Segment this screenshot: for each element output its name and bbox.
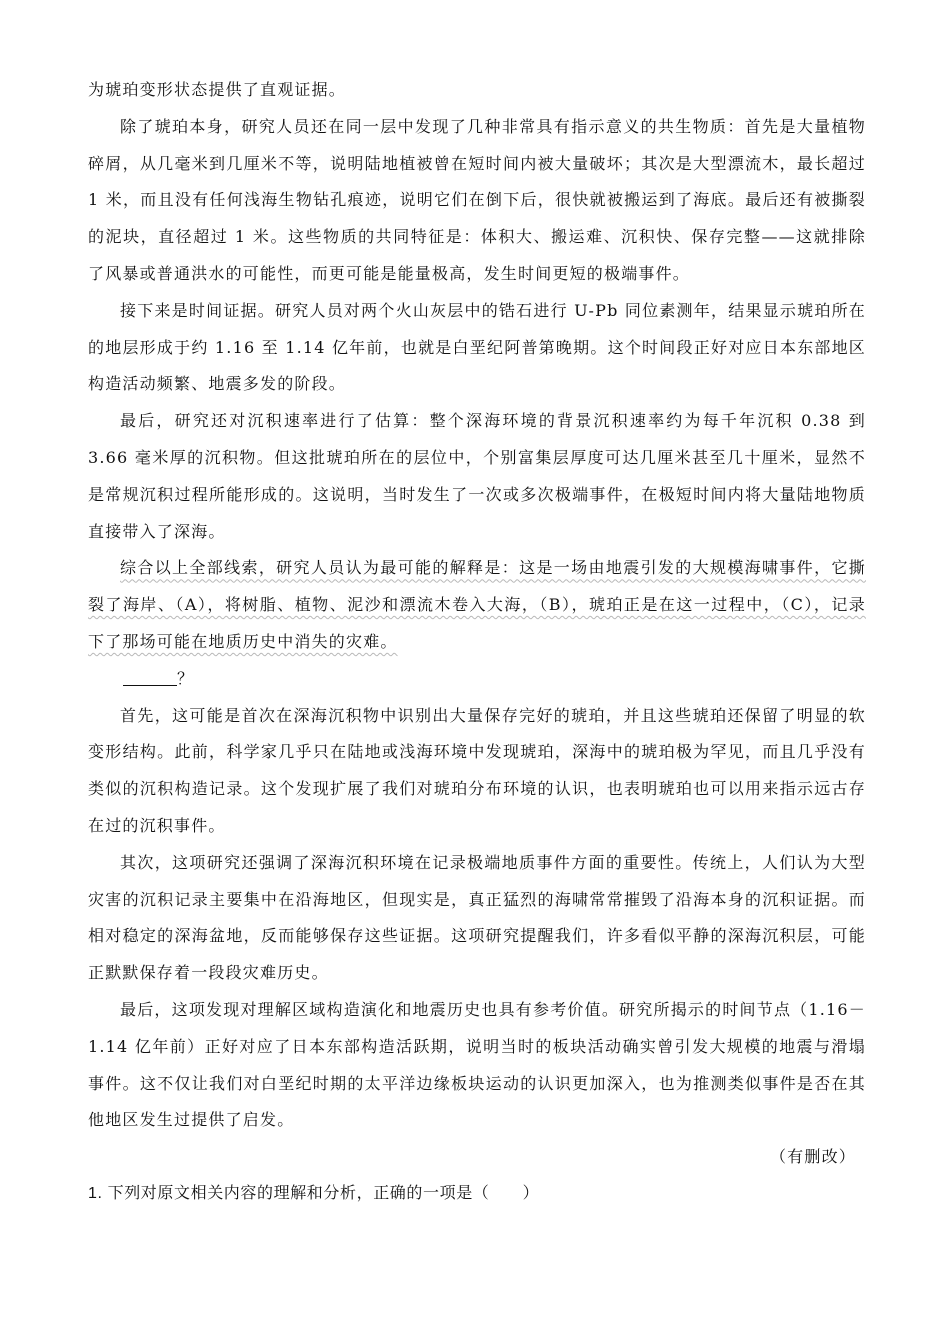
source-note: （有删改） bbox=[769, 1147, 856, 1167]
wavy-underlined-text: 综合以上全部线索，研究人员认为最可能的解释是：这是一场由地震引发的大规模海啸事件，它撕裂了海岸、（A），将树脂、植物、泥沙和漂流木卷入大海，（B），琥珀正是在这一过程中，（C），记录下了那场可能在地质历史中消失的灾难。 bbox=[88, 558, 866, 651]
question-1: 1. 下列对原文相关内容的理解和分析，正确的一项是（ ） bbox=[88, 1184, 540, 1202]
blank-suffix: ？ bbox=[177, 668, 194, 688]
paragraph-time-evidence: 接下来是时间证据。研究人员对两个火山灰层中的锆石进行 U-Pb 同位素测年，结果显示琥珀所在的地层形成于约 1.16 至 1.14 亿年前，也就是白垩纪阿普第晚期。这个时间段正好对应日本东部地区构造活动频繁、地震多发的阶段。 bbox=[88, 300, 866, 394]
paragraph-deposition-rate: 最后，研究还对沉积速率进行了估算：整个深海环境的背景沉积速率约为每千年沉积 0.38 到 3.66 毫米厚的沉积物。但这批琥珀所在的层位中，个别富集层厚度可达几厘米甚至几十厘米，显然不是常规沉积过程所能形成的。这说明，当时发生了一次或多次极端事件，在极短时间内将大量陆地物质直接带入了深海。 bbox=[88, 411, 866, 541]
paragraph-first-significance: 首先，这可能是首次在深海沉积物中识别出大量保存完好的琥珀，并且这些琥珀还保留了明显的软变形结构。此前，科学家几乎只在陆地或浅海环境中发现琥珀，深海中的琥珀极为罕见，而且几乎没有类似的沉积构造记录。这个发现扩展了我们对琥珀分布环境的认识，也表明琥珀也可以用来指示远古存在过的沉积事件。 bbox=[88, 705, 866, 835]
paragraph-coexisting-materials: 除了琥珀本身，研究人员还在同一层中发现了几种非常具有指示意义的共生物质：首先是大量植物碎屑，从几毫米到几厘米不等，说明陆地植被曾在短时间内被大量破坏；其次是大型漂流木，最长超过 1 米，而且没有任何浅海生物钻孔痕迹，说明它们在倒下后，很快就被搬运到了海底。最后还有被撕裂的泥块，直径超过 1 米。这些物质的共同特征是：体积大、搬运难、沉积快、保存完整——这就排除了风暴或普通洪水的可能性，而更可能是能量极高，发生时间更短的极端事件。 bbox=[88, 116, 866, 283]
paragraph-continuation: 为琥珀变形状态提供了直观证据。 bbox=[88, 80, 347, 99]
paragraph-conclusion bbox=[88, 550, 866, 660]
paragraph-third-significance: 最后，这项发现对理解区域构造演化和地震历史也具有参考价值。研究所揭示的时间节点（1.16－1.14 亿年前）正好对应了日本东部构造活跃期，说明当时的板块活动确实曾引发大规模的地震与滑塌事件。这不仅让我们对白垩纪时期的太平洋边缘板块运动的认识更加深入，也为推测类似事件是否在其他地区发生过提供了启发。 bbox=[88, 999, 866, 1130]
document-page bbox=[88, 72, 866, 1213]
fill-in-blank[interactable] bbox=[123, 667, 177, 686]
paragraph-second-significance: 其次，这项研究还强调了深海沉积环境在记录极端地质事件方面的重要性。传统上，人们认为大型灾害的沉积记录主要集中在沿海地区，但现实是，真正猛烈的海啸常常摧毁了沿海本身的沉积证据。而相对稳定的深海盆地，反而能够保存这些证据。这项研究提醒我们，许多看似平静的深海沉积层，可能正默默保存着一段段灾难历史。 bbox=[88, 852, 866, 983]
fill-in-blank-line bbox=[88, 661, 866, 698]
